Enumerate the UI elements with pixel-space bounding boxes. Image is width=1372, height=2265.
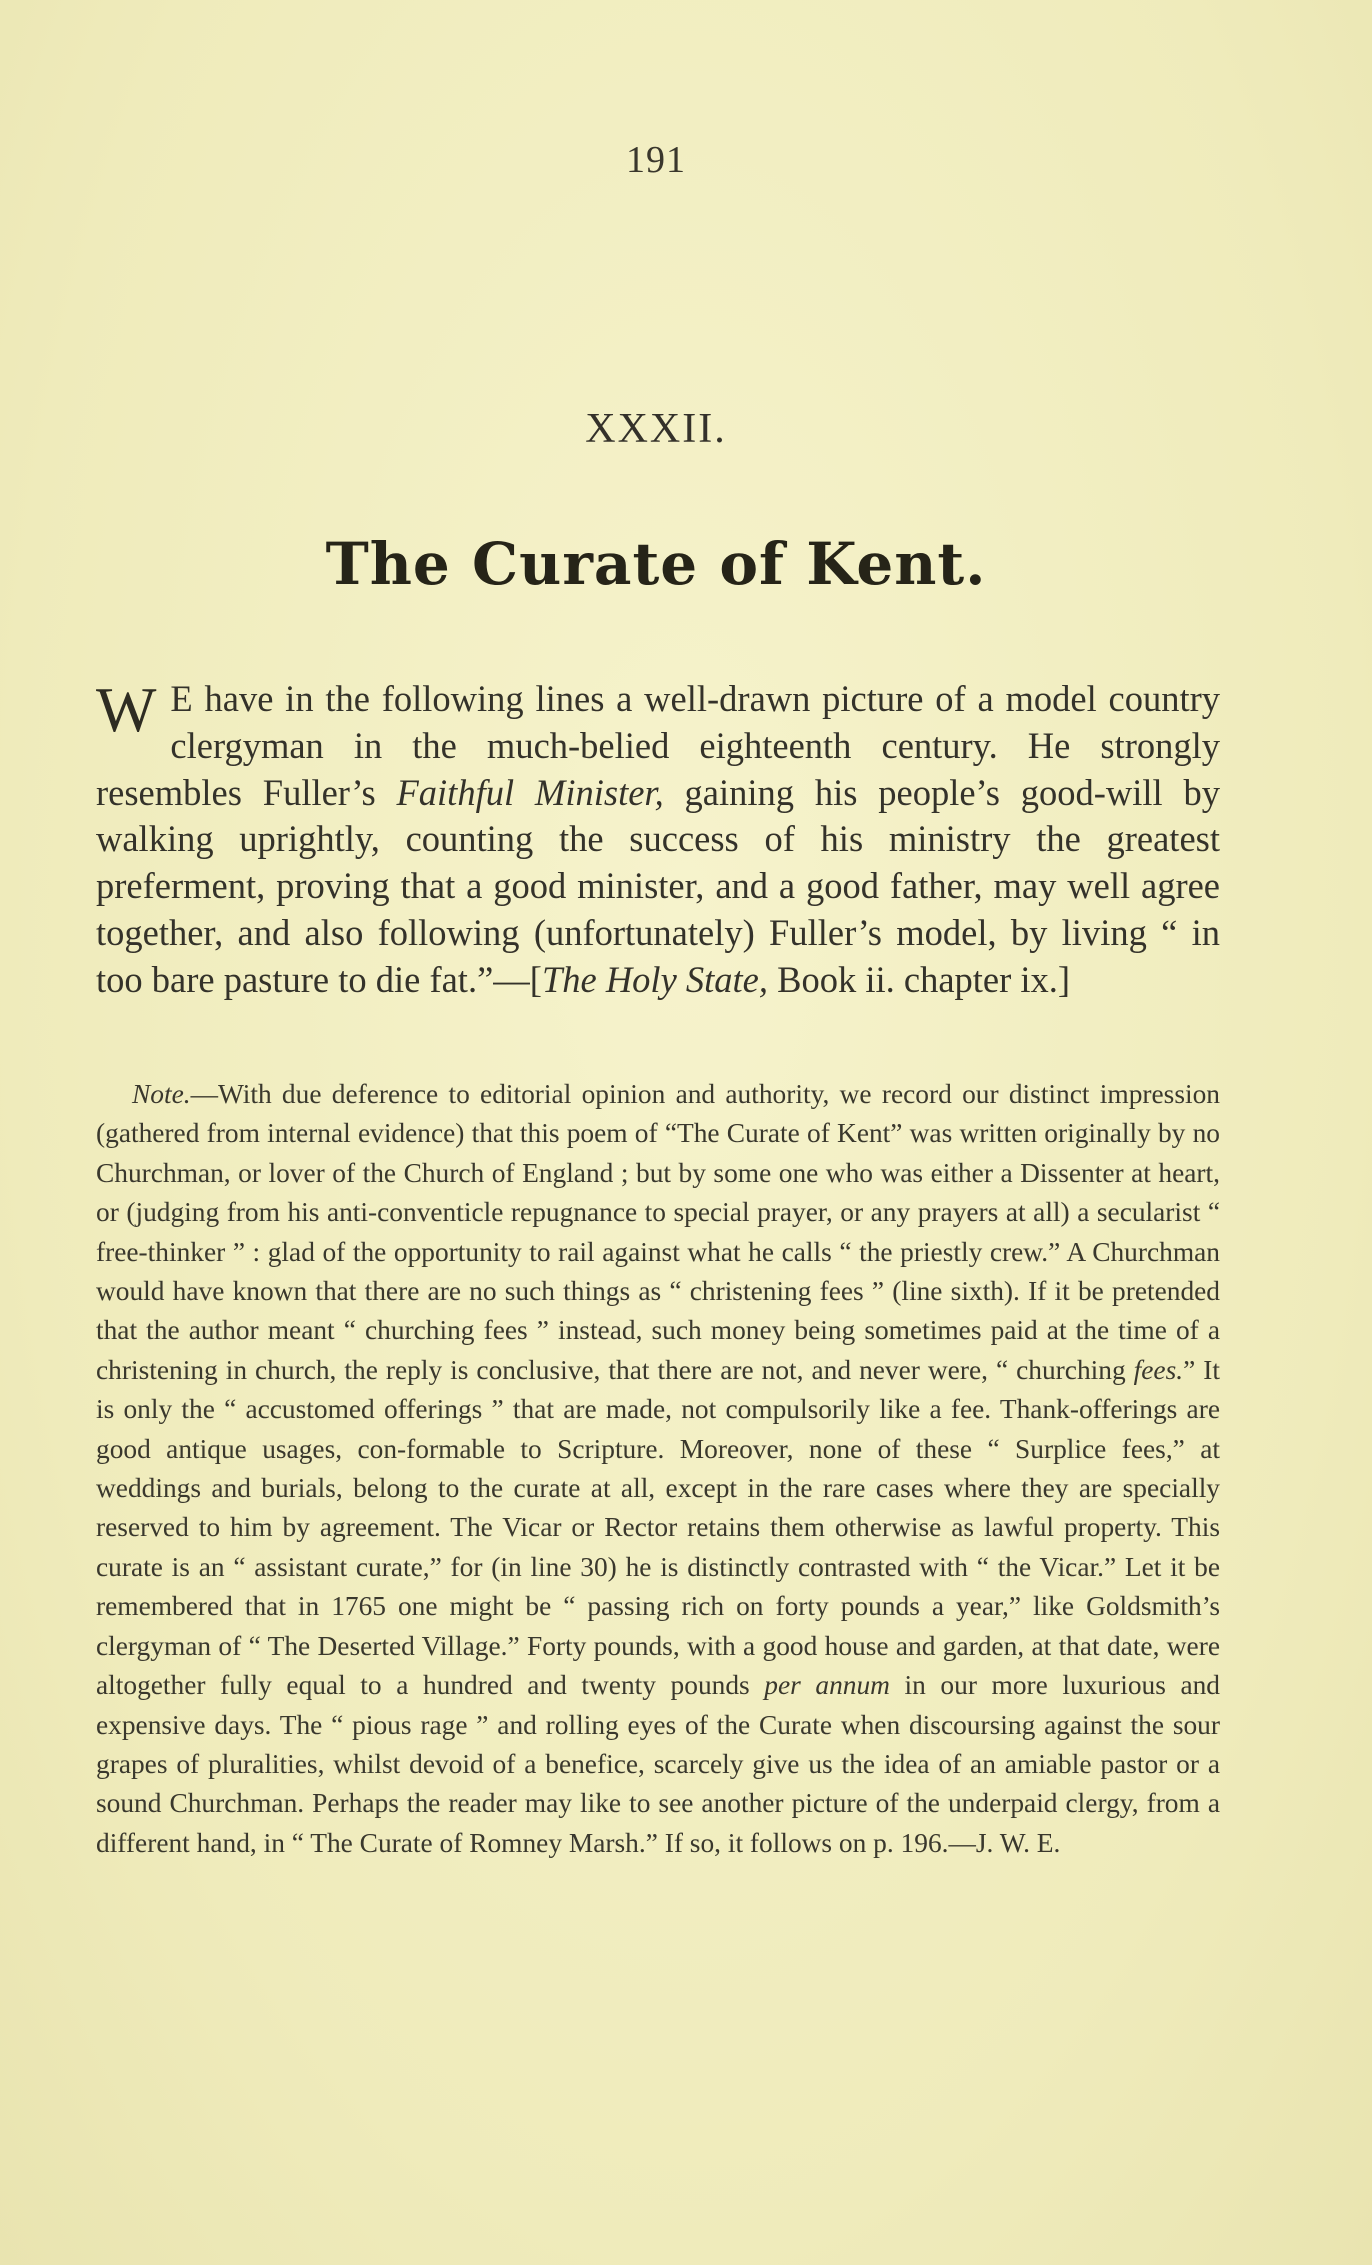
drop-cap: W — [96, 674, 157, 745]
note-text-3: in our more luxurious and expensive days. The “ pious rage ” and rolling eyes of the Curate when discoursing against the sour grapes of pluralities, whilst devoid of a benefice, scarcely give us the idea of an amiable pastor or a sound Churchman. Perhaps the reader may like to see another picture of the underpaid clergy, from a different hand, in “ The Curate of Romney Marsh.” If so, it follows on p. 196.—J. W. E. — [96, 1670, 1221, 1858]
note-italic-1: fees. — [1133, 1354, 1184, 1385]
note-text-2: ” It is only the “ accustomed offerings ” that are made, not compulsorily like a fee. Thank-offerings are good antique usages, con-formable to Scripture. Moreover, none of these “ Surplice fees,” at weddings and burials, belong to the curate at all, except in the rare cases where they are specially reserved to him by agreement. The Vicar or Rector retains them otherwise as lawful property. This curate is an “ assistant curate,” for (in line 30) he is distinctly contrasted with “ the Vicar.” Let it be remembered that in 1765 one might be “ passing rich on forty pounds a year,” like Goldsmith’s clergyman of “ The Deserted Village.” Forty pounds, with a good house and garden, at that date, were altogether fully equal to a hundred and twenty pounds — [96, 1354, 1220, 1701]
intro-text-2: gaining his people’s good-will by walking uprightly, counting the success of his ministry the greatest preferment, proving that a good minister, and a good father, may well agree together, and also following (unfortunately) Fuller’s model, by living “ in too bare pasture to die fat.”—[ — [96, 771, 1220, 1000]
intro-text-1: E have in the following lines a well-drawn picture of a model country clergyman in the much-belied eighteenth century. He strongly resembles Fuller’s — [96, 678, 1220, 813]
note-italic-2: per annum — [764, 1670, 890, 1701]
intro-paragraph — [96, 676, 1220, 1004]
note-label: Note. — [132, 1079, 191, 1109]
intro-text-3: Book ii. chapter ix.] — [768, 958, 1071, 1000]
note-text-1: —With due deference to editorial opinion and authority, we record our distinct impression (gathered from internal evidence) that this poem of “The Curate of Kent” was written originally by no Churchman, or lover of the Church of England ; but by some one who was either a Dissenter at heart, or (judging from his anti-conventicle repugnance to special prayer, or any prayers at all) a secularist “ free-thinker ” : glad of the opportunity to rail against what he calls “ the priestly crew.” A Churchman would have known that there are no such things as “ christening fees ” (line sixth). If it be pretended that the author meant “ churching fees ” instead, such money being sometimes paid at the time of a christening in church, the reply is conclusive, that there are not, and never were, “ churching — [96, 1079, 1220, 1385]
page-number: 191 — [626, 139, 686, 181]
chapter-number: XXXII. — [585, 406, 727, 452]
intro-italic-1: Faithful Minister, — [396, 771, 664, 813]
note-paragraph — [96, 1075, 1220, 1863]
chapter-title: The Curate of Kent. — [325, 530, 987, 598]
intro-italic-2: The Holy State, — [541, 958, 768, 1000]
